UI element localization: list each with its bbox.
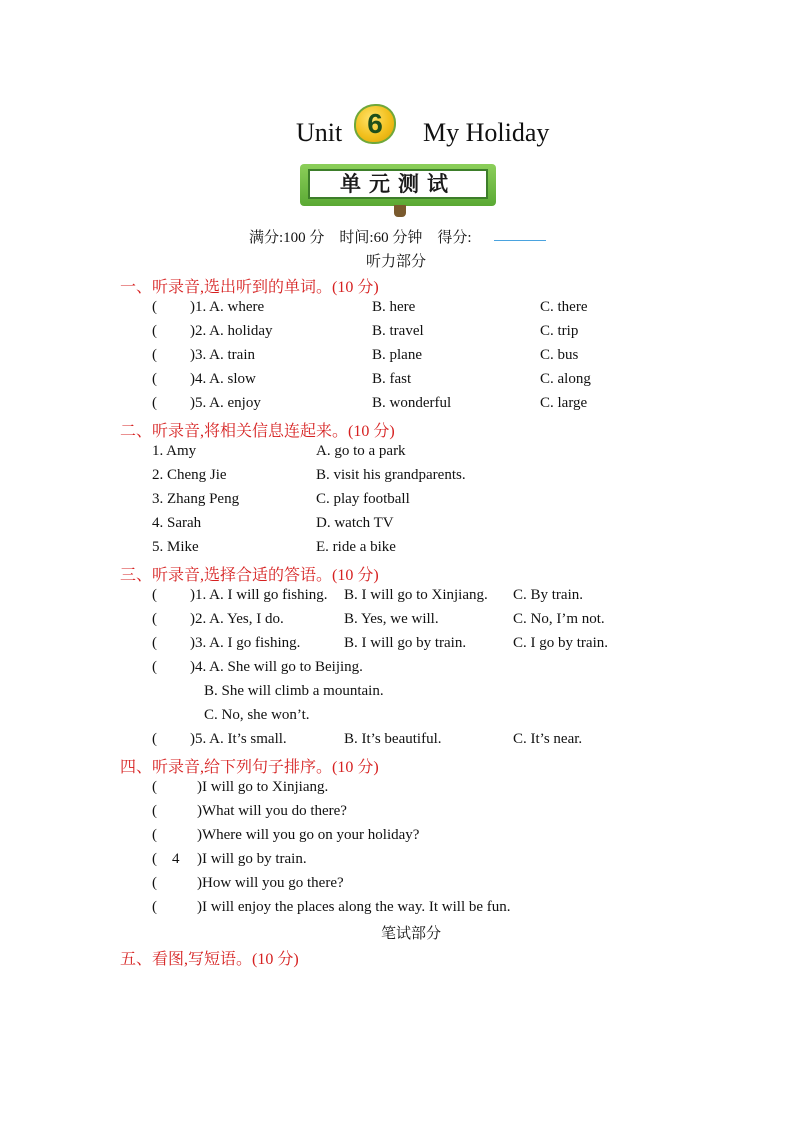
s4-item4-paren: (: [152, 851, 157, 867]
s1-q3-b: B. plane: [372, 347, 422, 363]
s1-q3-a: )3. A. train: [190, 347, 255, 363]
s3-q1-c: C. By train.: [513, 587, 583, 603]
s3-q3-c: C. I go by train.: [513, 635, 608, 651]
s3-q4-a: )4. A. She will go to Beijing.: [190, 659, 363, 675]
s1-q4-b: B. fast: [372, 371, 412, 387]
s1-q2-paren: (: [152, 323, 157, 339]
unit-number: 6: [367, 108, 383, 139]
s3-q1-a: )1. A. I will go fishing.: [190, 587, 328, 603]
s2-right-b: B. visit his grandparents.: [316, 467, 466, 483]
s4-item3-text: )Where will you go on your holiday?: [197, 827, 420, 843]
s2-right-c: C. play football: [316, 491, 410, 507]
section4-heading: 四、听录音,给下列句子排序。(10 分): [120, 759, 379, 776]
s1-q1-c: C. there: [540, 299, 588, 315]
s1-q2-c: C. trip: [540, 323, 579, 339]
s2-left-2: 2. Cheng Jie: [152, 467, 227, 483]
s1-q4-a: )4. A. slow: [190, 371, 256, 387]
s3-q4-b: B. She will climb a mountain.: [204, 683, 384, 699]
s1-q4-paren: (: [152, 371, 157, 387]
s3-q4-c: C. No, she won’t.: [204, 707, 310, 723]
s4-item6-paren: (: [152, 899, 157, 915]
s4-item5-paren: (: [152, 875, 157, 891]
s3-q3-paren: (: [152, 635, 157, 651]
s2-right-e: E. ride a bike: [316, 539, 396, 555]
s1-q2-a: )2. A. holiday: [190, 323, 273, 339]
s3-q2-paren: (: [152, 611, 157, 627]
s1-q1-paren: (: [152, 299, 157, 315]
section3-heading: 三、听录音,选择合适的答语。(10 分): [120, 567, 379, 584]
s4-item5-text: )How will you go there?: [197, 875, 344, 891]
s4-item1-text: )I will go to Xinjiang.: [197, 779, 329, 795]
s2-left-5: 5. Mike: [152, 539, 199, 555]
banner-text: 单元测试: [308, 169, 488, 199]
s2-left-4: 4. Sarah: [152, 515, 202, 531]
s4-item6-text: )I will enjoy the places along the way. It will be fun.: [197, 899, 511, 915]
unit-test-banner: [300, 164, 496, 206]
section5-heading: 五、看图,写短语。(10 分): [120, 951, 299, 968]
s1-q5-a: )5. A. enjoy: [190, 395, 261, 411]
score-info-line: 满分:100 分 时间:60 分钟 得分:: [249, 230, 472, 246]
s3-q3-a: )3. A. I go fishing.: [190, 635, 301, 651]
listening-part-label: 听力部分: [366, 254, 427, 270]
s1-q3-paren: (: [152, 347, 157, 363]
s4-item3-paren: (: [152, 827, 157, 843]
s1-q5-c: C. large: [540, 395, 588, 411]
section2-heading: 二、听录音,将相关信息连起来。(10 分): [120, 423, 395, 440]
s3-q5-c: C. It’s near.: [513, 731, 583, 747]
s2-left-1: 1. Amy: [152, 443, 197, 459]
s3-q1-b: B. I will go to Xinjiang.: [344, 587, 488, 603]
s2-left-3: 3. Zhang Peng: [152, 491, 240, 507]
s3-q5-b: B. It’s beautiful.: [344, 731, 442, 747]
s1-q5-b: B. wonderful: [372, 395, 452, 411]
s3-q2-c: C. No, I’m not.: [513, 611, 605, 627]
s4-item4-answer[interactable]: 4: [172, 851, 180, 867]
section1-heading: 一、听录音,选出听到的单词。(10 分): [120, 279, 379, 296]
s2-right-a: A. go to a park: [316, 443, 406, 459]
s1-q3-c: C. bus: [540, 347, 579, 363]
writing-part-label: 笔试部分: [381, 926, 442, 942]
s3-q1-paren: (: [152, 587, 157, 603]
s4-item2-paren: (: [152, 803, 157, 819]
unit-number-badge: [354, 104, 396, 144]
s3-q2-b: B. Yes, we will.: [344, 611, 439, 627]
s4-item2-text: )What will you do there?: [197, 803, 347, 819]
s3-q5-paren: (: [152, 731, 157, 747]
s3-q3-b: B. I will go by train.: [344, 635, 467, 651]
s1-q4-c: C. along: [540, 371, 591, 387]
unit-word: Unit: [296, 118, 343, 147]
s1-q1-b: B. here: [372, 299, 416, 315]
s1-q2-b: B. travel: [372, 323, 424, 339]
s3-q5-a: )5. A. It’s small.: [190, 731, 287, 747]
s4-item1-paren: (: [152, 779, 157, 795]
s2-right-d: D. watch TV: [316, 515, 394, 531]
s4-item4-text: )I will go by train.: [197, 851, 307, 867]
banner-tab-decoration: [394, 205, 406, 217]
s3-q2-a: )2. A. Yes, I do.: [190, 611, 284, 627]
s1-q5-paren: (: [152, 395, 157, 411]
s3-q4-paren: (: [152, 659, 157, 675]
unit-title: My Holiday: [423, 118, 550, 147]
s1-q1-a: )1. A. where: [190, 299, 265, 315]
score-blank[interactable]: [494, 240, 546, 241]
